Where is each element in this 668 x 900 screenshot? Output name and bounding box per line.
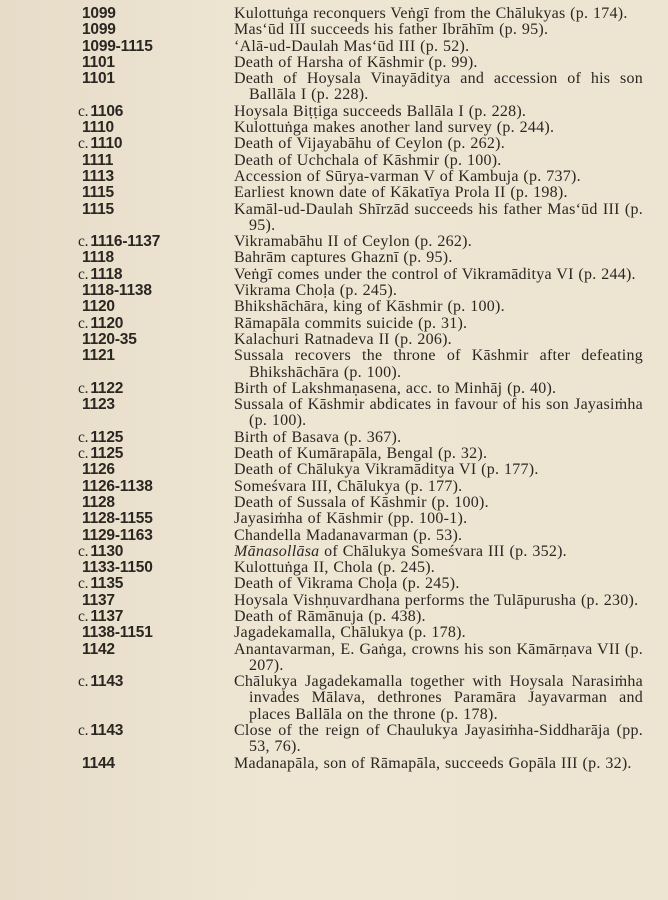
entry-event [234,397,643,430]
chronology-entry [0,267,668,283]
event-text: Death of Harsha of Kāshmir (p. 99). [234,53,478,71]
chronology-entry [0,544,668,560]
entry-event [234,593,643,609]
date-value: 1101 [82,53,115,71]
date-value: 1110 [90,135,123,153]
date-value: 1130 [90,542,124,560]
entry-date [0,495,234,511]
date-value: 1121 [82,347,115,365]
entry-date [0,593,234,609]
entry-date [0,609,234,625]
entry-date [0,202,234,218]
entry-event [234,479,643,495]
date-value: 1143 [90,722,124,740]
entry-event [234,316,643,332]
chronology-entry [0,593,668,609]
entry-event [234,544,643,560]
entry-event [234,71,643,104]
entry-event [234,22,643,38]
event-text: Veṅgī comes under the control of Vikramāditya VI (p. 244). [234,265,636,283]
chronology-entry [0,560,668,576]
entry-date [0,528,234,544]
entry-date [0,576,234,592]
entry-date [0,22,234,38]
date-value: 1118 [90,265,123,283]
event-text: Vikrama Choḷa (p. 245). [234,282,398,300]
entry-event [234,185,643,201]
entry-date [0,6,234,22]
chronology-entry [0,6,668,22]
circa-prefix: c. [78,722,89,740]
entry-date [0,430,234,446]
entry-date [0,332,234,348]
entry-date [0,479,234,495]
entry-date [0,120,234,136]
chronology-entry [0,316,668,332]
entry-event [234,511,643,527]
chronology-entry [0,234,668,250]
date-value: 1118 [82,249,114,267]
chronology-entry [0,756,668,772]
event-text: Jayasiṁha of Kāshmir (pp. 100-1). [234,510,468,528]
date-value: 1101 [82,70,115,88]
event-text: Chālukya Jagadekamalla together with Hoysala Narasiṁha invades Mālava, dethrones Paramāra Jayavarman and places Ballāla on the throne (p. 178). [234,673,643,723]
circa-prefix: c. [78,542,89,560]
entry-event [234,756,643,772]
chronology-entry [0,169,668,185]
entry-date [0,283,234,299]
chronology-entry [0,348,668,381]
date-value: 1115 [82,200,114,218]
entry-event [234,625,643,641]
event-text: Jagadekamalla, Chālukya (p. 178). [234,624,466,642]
chronology-entry [0,55,668,71]
entry-event [234,462,643,478]
entry-event [234,104,643,120]
chronology-entry [0,576,668,592]
entry-date [0,674,234,690]
entry-event [234,348,643,381]
event-text: Death of Uchchala of Kāshmir (p. 100). [234,151,502,169]
entry-date [0,55,234,71]
entry-event [234,674,643,723]
date-value: 1138-1151 [82,624,153,642]
chronology-entry [0,185,668,201]
circa-prefix: c. [78,314,89,332]
event-text: Death of Vikrama Choḷa (p. 245). [234,575,460,593]
event-text: Hoysala Vishṇuvardhana performs the Tulāpurusha (p. 230). [234,591,639,609]
chronology-entry [0,153,668,169]
event-text: Sussala recovers the throne of Kāshmir after defeating Bhikshāchāra (p. 100). [234,347,643,381]
chronology-entry [0,250,668,266]
date-value: 1128 [82,493,115,511]
date-value: 1099 [82,21,116,39]
entry-date [0,397,234,413]
circa-prefix: c. [78,233,89,251]
chronology-entry [0,674,668,723]
chronology-entry [0,430,668,446]
date-value: 1106 [90,102,124,120]
entry-date [0,348,234,364]
event-text: Sussala of Kāshmir abdicates in favour of his son Jayasiṁha (p. 100). [234,396,643,430]
event-text: Rāmapāla commits suicide (p. 31). [234,314,468,332]
chronology-entry [0,723,668,756]
event-text: Chandella Madanavarman (p. 53). [234,526,463,544]
circa-prefix: c. [78,673,89,691]
circa-prefix: c. [78,607,89,625]
chronology-entry [0,22,668,38]
event-text: Accession of Sūrya-varman V of Kambuja (p. 737). [234,167,581,185]
work-title: Mānasollāsa [234,542,320,560]
entry-event [234,267,643,283]
event-text: Birth of Basava (p. 367). [234,428,402,446]
chronology-entry [0,299,668,315]
date-value: 1099 [82,5,116,22]
chronology-entry [0,202,668,235]
event-text: Kalachuri Ratnadeva II (p. 206). [234,330,452,348]
date-value: 1120 [82,298,115,316]
entry-date [0,234,234,250]
entry-event [234,202,643,235]
event-text: of Chālukya Someśvara III (p. 352). [319,542,567,560]
circa-prefix: c. [78,265,89,283]
entry-date [0,544,234,560]
entry-event [234,495,643,511]
event-text: Bhikshāchāra, king of Kāshmir (p. 100). [234,298,505,316]
entry-date [0,299,234,315]
event-text: Kulottuṅga II, Chola (p. 245). [234,559,436,577]
entry-event [234,576,643,592]
entry-date [0,642,234,658]
entry-event [234,283,643,299]
event-text: Close of the reign of Chaulukya Jayasiṁha-Siddharāja (pp. 53, 76). [234,722,643,756]
chronology-entry [0,381,668,397]
chronology-entry [0,495,668,511]
date-value: 1129-1163 [82,526,153,544]
chronology-entry [0,39,668,55]
entry-date [0,136,234,152]
event-text: Death of Kumārapāla, Bengal (p. 32). [234,445,488,463]
date-value: 1133-1150 [82,559,153,577]
circa-prefix: c. [78,135,89,153]
date-value: 1099-1115 [82,37,153,55]
event-text: Death of Rāmānuja (p. 438). [234,607,426,625]
circa-prefix: c. [78,445,89,463]
circa-prefix: c. [78,575,89,593]
entry-date [0,756,234,772]
date-value: 1137 [82,591,115,609]
entry-event [234,381,643,397]
chronology-entry [0,332,668,348]
entry-event [234,642,643,675]
entry-event [234,560,643,576]
circa-prefix: c. [78,102,89,120]
event-text: Kamāl-ud-Daulah Shīrzād succeeds his father Mas‘ūd III (p. 95). [234,200,643,234]
entry-date [0,625,234,641]
chronology-entry [0,71,668,104]
entry-date [0,316,234,332]
chronology-entry [0,397,668,430]
entry-date [0,267,234,283]
chronology-entry [0,462,668,478]
date-value: 1120-35 [82,330,137,348]
chronology-entry [0,104,668,120]
chronology-entry [0,609,668,625]
date-value: 1137 [90,607,124,625]
entry-event [234,299,643,315]
entry-date [0,39,234,55]
event-text: Anantavarman, E. Gaṅga, crowns his son Kāmārṇava VII (p. 207). [234,640,643,674]
event-text: Death of Hoysala Vinayāditya and accession of his son Ballāla I (p. 228). [234,70,643,104]
entry-date [0,71,234,87]
date-value: 1143 [90,673,124,691]
entry-date [0,446,234,462]
event-text: Bahrām captures Ghaznī (p. 95). [234,249,453,267]
entry-date [0,560,234,576]
date-value: 1126-1138 [82,477,153,495]
date-value: 1126 [82,461,115,479]
entry-date [0,723,234,739]
event-text: Death of Sussala of Kāshmir (p. 100). [234,493,489,511]
event-text: Vikramabāhu II of Ceylon (p. 262). [234,233,472,251]
entry-event [234,153,643,169]
entry-event [234,723,643,756]
entry-date [0,381,234,397]
entry-date [0,185,234,201]
circa-prefix: c. [78,379,89,397]
entry-event [234,6,643,22]
circa-prefix: c. [78,428,89,446]
chronology-entry [0,479,668,495]
entry-event [234,55,643,71]
event-text: Hoysala Biṭṭiga succeeds Ballāla I (p. 228). [234,102,527,120]
entry-event [234,39,643,55]
entry-event [234,332,643,348]
entry-date [0,169,234,185]
event-text: Earliest known date of Kākatīya Prola II (p. 198). [234,184,568,202]
chronology-entry [0,528,668,544]
event-text: Mas‘ūd III succeeds his father Ibrāhīm (p. 95). [234,21,549,39]
chronology-entry [0,642,668,675]
date-value: 1142 [82,640,115,658]
entry-event [234,446,643,462]
entry-date [0,153,234,169]
event-text: Death of Vijayabāhu of Ceylon (p. 262). [234,135,505,153]
chronology-entry [0,120,668,136]
entry-event [234,528,643,544]
entry-event [234,136,643,152]
date-value: 1125 [90,445,124,463]
date-value: 1125 [90,428,124,446]
chronology-entry [0,625,668,641]
date-value: 1111 [82,151,114,169]
entry-event [234,250,643,266]
date-value: 1123 [82,396,115,414]
event-text: Someśvara III, Chālukya (p. 177). [234,477,463,495]
entry-event [234,169,643,185]
entry-date [0,511,234,527]
date-value: 1110 [82,119,114,137]
chronology-entry [0,446,668,462]
entry-date [0,250,234,266]
date-value: 1118-1138 [82,282,152,300]
entry-event [234,234,643,250]
entry-date [0,104,234,120]
event-text: Kulottuṅga reconquers Veṅgī from the Chālukyas (p. 174). [234,5,628,22]
date-value: 1144 [82,754,115,772]
date-value: 1128-1155 [82,510,153,528]
chronology-entry [0,283,668,299]
date-value: 1122 [90,379,124,397]
chronology-entry [0,511,668,527]
entry-event [234,609,643,625]
entry-date [0,462,234,478]
event-text: Kulottuṅga makes another land survey (p. 244). [234,119,555,137]
date-value: 1116-1137 [90,233,161,251]
event-text: Death of Chālukya Vikramāditya VI (p. 177). [234,461,539,479]
date-value: 1113 [82,167,114,185]
date-value: 1135 [90,575,124,593]
event-text: Birth of Lakshmaṇasena, acc. to Minhāj (p. 40). [234,379,557,397]
event-text: Madanapāla, son of Rāmapāla, succeeds Gopāla III (p. 32). [234,754,632,772]
chronology-entry [0,136,668,152]
entry-event [234,120,643,136]
event-text: ‘Alā-ud-Daulah Mas‘ūd III (p. 52). [234,37,470,55]
entry-event [234,430,643,446]
date-value: 1120 [90,314,124,332]
date-value: 1115 [82,184,114,202]
